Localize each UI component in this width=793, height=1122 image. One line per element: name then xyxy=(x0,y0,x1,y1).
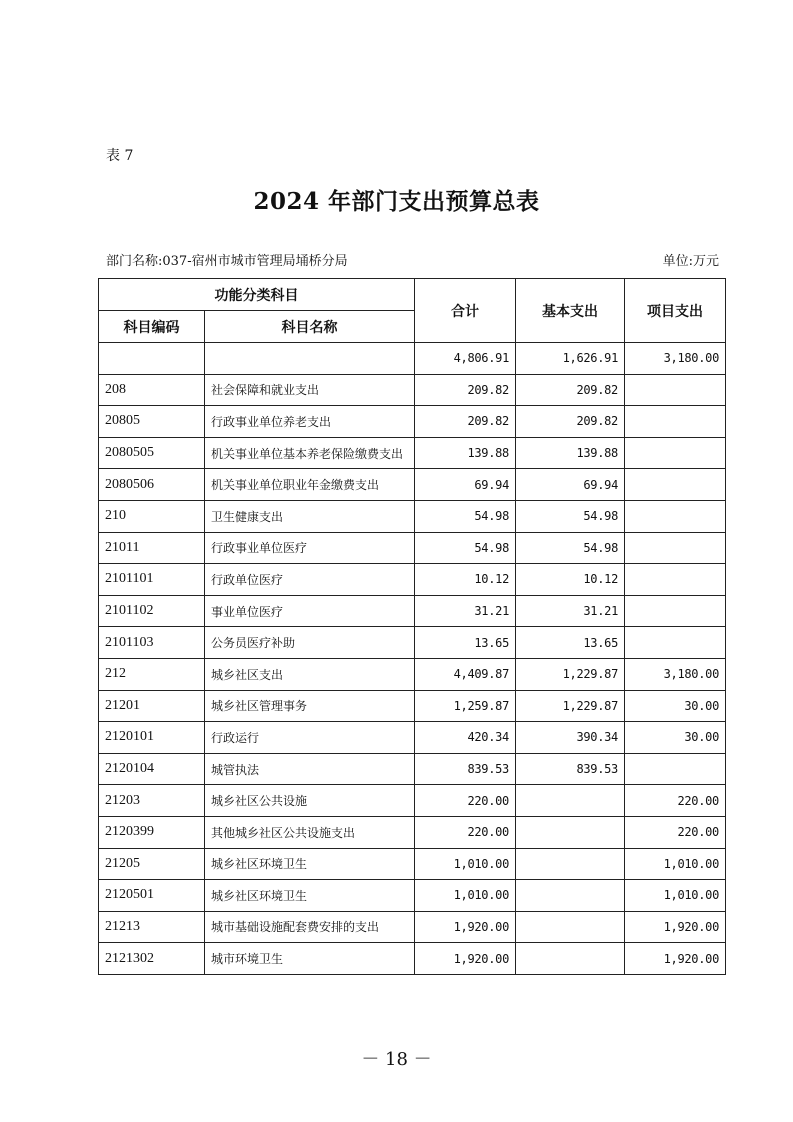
cell-subject-code: 208 xyxy=(99,374,205,406)
table-row xyxy=(99,785,726,817)
table-row xyxy=(99,722,726,754)
cell-total: 4,409.87 xyxy=(415,658,516,690)
header-subject-name: 科目名称 xyxy=(205,311,415,343)
cell-basic-expenditure: 1,229.87 xyxy=(516,658,625,690)
cell-project-expenditure xyxy=(625,374,726,406)
cell-subject-name xyxy=(205,343,415,375)
table-row xyxy=(99,469,726,501)
cell-total: 4,806.91 xyxy=(415,343,516,375)
cell-basic-expenditure xyxy=(516,880,625,912)
cell-basic-expenditure: 31.21 xyxy=(516,595,625,627)
cell-basic-expenditure: 139.88 xyxy=(516,437,625,469)
cell-subject-name: 其他城乡社区公共设施支出 xyxy=(205,816,415,848)
cell-subject-name: 公务员医疗补助 xyxy=(205,627,415,659)
cell-basic-expenditure xyxy=(516,785,625,817)
cell-subject-name: 城乡社区环境卫生 xyxy=(205,848,415,880)
cell-project-expenditure xyxy=(625,469,726,501)
cell-basic-expenditure: 10.12 xyxy=(516,564,625,596)
cell-basic-expenditure: 209.82 xyxy=(516,406,625,438)
table-row xyxy=(99,343,726,375)
cell-subject-code: 21201 xyxy=(99,690,205,722)
cell-total: 420.34 xyxy=(415,722,516,754)
cell-subject-code: 21011 xyxy=(99,532,205,564)
table-row xyxy=(99,848,726,880)
cell-subject-code: 21205 xyxy=(99,848,205,880)
cell-basic-expenditure: 13.65 xyxy=(516,627,625,659)
cell-subject-code: 2120104 xyxy=(99,753,205,785)
cell-project-expenditure: 3,180.00 xyxy=(625,343,726,375)
cell-project-expenditure: 220.00 xyxy=(625,785,726,817)
cell-subject-name: 事业单位医疗 xyxy=(205,595,415,627)
cell-total: 1,259.87 xyxy=(415,690,516,722)
table-row xyxy=(99,374,726,406)
cell-basic-expenditure xyxy=(516,943,625,975)
cell-project-expenditure xyxy=(625,437,726,469)
cell-subject-name: 城乡社区公共设施 xyxy=(205,785,415,817)
cell-basic-expenditure: 839.53 xyxy=(516,753,625,785)
table-row xyxy=(99,406,726,438)
cell-project-expenditure: 1,920.00 xyxy=(625,911,726,943)
header-project-expenditure: 项目支出 xyxy=(625,279,726,343)
cell-basic-expenditure: 1,626.91 xyxy=(516,343,625,375)
cell-subject-name: 行政事业单位医疗 xyxy=(205,532,415,564)
cell-subject-code: 2101102 xyxy=(99,595,205,627)
cell-subject-code: 2120101 xyxy=(99,722,205,754)
cell-subject-code: 2120501 xyxy=(99,880,205,912)
cell-basic-expenditure: 54.98 xyxy=(516,500,625,532)
cell-project-expenditure xyxy=(625,564,726,596)
table-row xyxy=(99,753,726,785)
cell-subject-name: 城乡社区环境卫生 xyxy=(205,880,415,912)
cell-subject-name: 卫生健康支出 xyxy=(205,500,415,532)
cell-subject-code: 2101103 xyxy=(99,627,205,659)
cell-total: 1,920.00 xyxy=(415,943,516,975)
cell-project-expenditure: 1,010.00 xyxy=(625,880,726,912)
header-basic-expenditure: 基本支出 xyxy=(516,279,625,343)
table-label: 表 7 xyxy=(106,148,134,164)
cell-subject-name: 行政事业单位养老支出 xyxy=(205,406,415,438)
cell-subject-name: 社会保障和就业支出 xyxy=(205,374,415,406)
cell-subject-name: 机关事业单位基本养老保险缴费支出 xyxy=(205,437,415,469)
cell-total: 220.00 xyxy=(415,785,516,817)
cell-total: 31.21 xyxy=(415,595,516,627)
cell-subject-name: 城乡社区管理事务 xyxy=(205,690,415,722)
cell-basic-expenditure: 390.34 xyxy=(516,722,625,754)
cell-subject-name: 城管执法 xyxy=(205,753,415,785)
cell-subject-code: 2080506 xyxy=(99,469,205,501)
table-row xyxy=(99,943,726,975)
cell-project-expenditure: 30.00 xyxy=(625,690,726,722)
cell-basic-expenditure: 209.82 xyxy=(516,374,625,406)
cell-total: 209.82 xyxy=(415,374,516,406)
cell-subject-code: 2121302 xyxy=(99,943,205,975)
cell-basic-expenditure: 54.98 xyxy=(516,532,625,564)
table-row xyxy=(99,627,726,659)
table-row xyxy=(99,500,726,532)
table-body xyxy=(99,343,726,975)
cell-project-expenditure xyxy=(625,406,726,438)
table-row xyxy=(99,564,726,596)
cell-subject-code: 2120399 xyxy=(99,816,205,848)
cell-total: 10.12 xyxy=(415,564,516,596)
cell-basic-expenditure xyxy=(516,816,625,848)
cell-subject-code: 210 xyxy=(99,500,205,532)
cell-basic-expenditure xyxy=(516,848,625,880)
cell-project-expenditure: 1,920.00 xyxy=(625,943,726,975)
cell-subject-name: 城市基础设施配套费安排的支出 xyxy=(205,911,415,943)
cell-subject-code: 21203 xyxy=(99,785,205,817)
page-number: － 18 － xyxy=(361,1049,432,1070)
cell-subject-code: 20805 xyxy=(99,406,205,438)
cell-basic-expenditure: 69.94 xyxy=(516,469,625,501)
cell-project-expenditure: 3,180.00 xyxy=(625,658,726,690)
cell-project-expenditure xyxy=(625,753,726,785)
cell-total: 54.98 xyxy=(415,532,516,564)
cell-total: 69.94 xyxy=(415,469,516,501)
cell-total: 220.00 xyxy=(415,816,516,848)
cell-subject-name: 城市环境卫生 xyxy=(205,943,415,975)
unit-label: 单位:万元 xyxy=(662,254,719,269)
cell-subject-code xyxy=(99,343,205,375)
cell-total: 13.65 xyxy=(415,627,516,659)
cell-subject-code: 21213 xyxy=(99,911,205,943)
cell-subject-code: 2080505 xyxy=(99,437,205,469)
page-title: 2024 年部门支出预算总表 xyxy=(253,188,540,215)
cell-subject-code: 212 xyxy=(99,658,205,690)
cell-total: 1,010.00 xyxy=(415,848,516,880)
table-row xyxy=(99,816,726,848)
table-row xyxy=(99,911,726,943)
budget-table xyxy=(98,278,726,975)
header-subject-code: 科目编码 xyxy=(99,311,205,343)
cell-project-expenditure: 30.00 xyxy=(625,722,726,754)
cell-subject-name: 机关事业单位职业年金缴费支出 xyxy=(205,469,415,501)
cell-total: 209.82 xyxy=(415,406,516,438)
department-name: 部门名称:037-宿州市城市管理局埇桥分局 xyxy=(106,254,348,269)
header-function-category: 功能分类科目 xyxy=(99,279,415,311)
cell-project-expenditure xyxy=(625,500,726,532)
cell-subject-code: 2101101 xyxy=(99,564,205,596)
table-row xyxy=(99,690,726,722)
cell-total: 139.88 xyxy=(415,437,516,469)
table-row xyxy=(99,437,726,469)
cell-project-expenditure: 220.00 xyxy=(625,816,726,848)
cell-total: 54.98 xyxy=(415,500,516,532)
table-row xyxy=(99,595,726,627)
cell-total: 839.53 xyxy=(415,753,516,785)
cell-subject-name: 行政单位医疗 xyxy=(205,564,415,596)
cell-project-expenditure xyxy=(625,627,726,659)
cell-project-expenditure xyxy=(625,532,726,564)
cell-basic-expenditure xyxy=(516,911,625,943)
table-row xyxy=(99,658,726,690)
cell-subject-name: 城乡社区支出 xyxy=(205,658,415,690)
cell-project-expenditure: 1,010.00 xyxy=(625,848,726,880)
cell-project-expenditure xyxy=(625,595,726,627)
table-row xyxy=(99,880,726,912)
cell-total: 1,010.00 xyxy=(415,880,516,912)
header-total: 合计 xyxy=(415,279,516,343)
table-row xyxy=(99,532,726,564)
cell-basic-expenditure: 1,229.87 xyxy=(516,690,625,722)
cell-subject-name: 行政运行 xyxy=(205,722,415,754)
cell-total: 1,920.00 xyxy=(415,911,516,943)
